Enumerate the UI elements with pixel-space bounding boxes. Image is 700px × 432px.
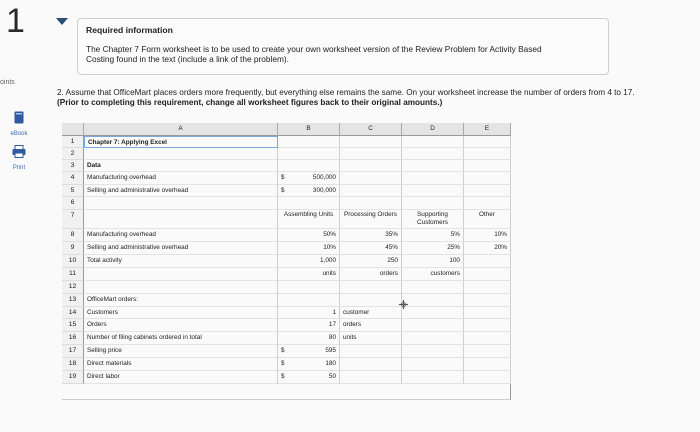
- row-header[interactable]: 15: [62, 319, 84, 332]
- cell-d13[interactable]: [402, 294, 464, 307]
- column-header-a[interactable]: A: [84, 123, 278, 136]
- row-header[interactable]: 13: [62, 294, 84, 307]
- row-header[interactable]: 9: [62, 242, 84, 255]
- currency-symbol: $: [281, 174, 285, 181]
- currency-symbol: $: [281, 187, 285, 194]
- cell-e3[interactable]: [464, 160, 511, 172]
- column-header-b[interactable]: B: [278, 123, 340, 136]
- cell-b8[interactable]: 50%: [278, 229, 340, 242]
- cell-c16[interactable]: units: [340, 332, 402, 345]
- print-link[interactable]: [8, 145, 30, 171]
- info-title: Required information: [86, 25, 173, 35]
- cell-d2[interactable]: [402, 148, 464, 160]
- cell-e13[interactable]: [464, 294, 511, 307]
- cell-d16[interactable]: [402, 332, 464, 345]
- cell-c5[interactable]: [340, 185, 402, 197]
- cell-c7[interactable]: Processing Orders: [340, 210, 402, 229]
- cell-d11[interactable]: customers: [402, 268, 464, 281]
- cell-b2[interactable]: [278, 148, 340, 160]
- cell-a13[interactable]: OfficeMart orders:: [84, 294, 278, 307]
- cell-a7[interactable]: [84, 210, 278, 229]
- cell-b1[interactable]: [278, 136, 340, 148]
- cell-b13[interactable]: [278, 294, 340, 307]
- cell-e4[interactable]: [464, 172, 511, 185]
- currency-symbol: $: [281, 373, 285, 380]
- cell-c4[interactable]: [340, 172, 402, 185]
- question-number: 1: [6, 2, 25, 40]
- row-header[interactable]: 14: [62, 307, 84, 319]
- cell-e6[interactable]: [464, 197, 511, 210]
- row-header[interactable]: 12: [62, 281, 84, 294]
- cell-a14[interactable]: Customers: [84, 307, 278, 319]
- cell-a6[interactable]: [84, 197, 278, 210]
- cell-b12[interactable]: [278, 281, 340, 294]
- currency-symbol: $: [281, 360, 285, 367]
- cell-d10[interactable]: 100: [402, 255, 464, 268]
- cell-a15[interactable]: Orders: [84, 319, 278, 332]
- book-icon: [14, 111, 24, 124]
- cell-d8[interactable]: 5%: [402, 229, 464, 242]
- cell-a10[interactable]: Total activity: [84, 255, 278, 268]
- row-header[interactable]: 18: [62, 358, 84, 371]
- ebook-label: eBook: [10, 131, 28, 137]
- cell-c10[interactable]: 250: [340, 255, 402, 268]
- row-header[interactable]: 11: [62, 268, 84, 281]
- cell-d18[interactable]: [402, 358, 464, 371]
- column-header-c[interactable]: C: [340, 123, 402, 136]
- row-header[interactable]: 1: [62, 136, 84, 148]
- cell-e16[interactable]: [464, 332, 511, 345]
- cell-e7[interactable]: Other: [464, 210, 511, 229]
- cell-c15[interactable]: orders: [340, 319, 402, 332]
- row-header[interactable]: 5: [62, 185, 84, 197]
- cell-d4[interactable]: [402, 172, 464, 185]
- printer-icon: [12, 145, 26, 158]
- cell-e17[interactable]: [464, 345, 511, 358]
- ebook-link[interactable]: [8, 111, 30, 137]
- cell-c9[interactable]: 45%: [340, 242, 402, 255]
- cell-a18[interactable]: Direct materials: [84, 358, 278, 371]
- cell-a4[interactable]: Manufacturing overhead: [84, 172, 278, 185]
- cell-a5[interactable]: Selling and administrative overhead: [84, 185, 278, 197]
- points-label: oints: [0, 79, 15, 86]
- cell-b19[interactable]: 50 $: [278, 371, 340, 384]
- cell-a8[interactable]: Manufacturing overhead: [84, 229, 278, 242]
- cell-d19[interactable]: [402, 371, 464, 384]
- cell-a19[interactable]: Direct labor: [84, 371, 278, 384]
- cell-d9[interactable]: 25%: [402, 242, 464, 255]
- cell-b4[interactable]: 500,000 $: [278, 172, 340, 185]
- cell-b17[interactable]: 595 $: [278, 345, 340, 358]
- sheet-corner[interactable]: [62, 123, 84, 136]
- cell-e15[interactable]: [464, 319, 511, 332]
- cell-e1[interactable]: [464, 136, 511, 148]
- cell-b16[interactable]: 80: [278, 332, 340, 345]
- row-header[interactable]: 4: [62, 172, 84, 185]
- cell-c17[interactable]: [340, 345, 402, 358]
- requirement-body: 2. Assume that OfficeMart places orders more frequently, but everything else remains the same. On your worksheet increase the number of orders from 4 to 17.: [57, 88, 635, 97]
- row-header[interactable]: 19: [62, 371, 84, 384]
- cell-c12[interactable]: [340, 281, 402, 294]
- row-header[interactable]: 3: [62, 160, 84, 172]
- cell-e11[interactable]: [464, 268, 511, 281]
- cell-d5[interactable]: [402, 185, 464, 197]
- cell-b15[interactable]: 17: [278, 319, 340, 332]
- cell-d17[interactable]: [402, 345, 464, 358]
- cell-b10[interactable]: 1,000: [278, 255, 340, 268]
- requirement-text: [57, 88, 657, 108]
- cell-b5[interactable]: 300,000 $: [278, 185, 340, 197]
- cell-e2[interactable]: [464, 148, 511, 160]
- cell-e8[interactable]: 10%: [464, 229, 511, 242]
- info-text: The Chapter 7 Form worksheet is to be used to create your own worksheet version of the Review Problem for Activity Based Costing found in the text (include a link of the problem).: [86, 44, 542, 64]
- cell-d6[interactable]: [402, 197, 464, 210]
- row-header[interactable]: 16: [62, 332, 84, 345]
- column-header-d[interactable]: D: [402, 123, 464, 136]
- cell-a9[interactable]: Selling and administrative overhead: [84, 242, 278, 255]
- column-header-e[interactable]: E: [464, 123, 511, 136]
- cell-c11[interactable]: orders: [340, 268, 402, 281]
- print-label: Print: [12, 165, 26, 171]
- cell-d3[interactable]: [402, 160, 464, 172]
- row-header[interactable]: 7: [62, 210, 84, 229]
- cell-a17[interactable]: Selling price: [84, 345, 278, 358]
- cell-a11[interactable]: [84, 268, 278, 281]
- cell-d15[interactable]: [402, 319, 464, 332]
- cell-c8[interactable]: 35%: [340, 229, 402, 242]
- requirement-bold-note: (Prior to completing this requirement, change all worksheet figures back to their original amounts.): [57, 98, 443, 107]
- cell-b7[interactable]: Assembling Units: [278, 210, 340, 229]
- cell-a12[interactable]: [84, 281, 278, 294]
- cell-b11[interactable]: units: [278, 268, 340, 281]
- cell-e18[interactable]: [464, 358, 511, 371]
- worksheet: [62, 123, 511, 400]
- cell-e12[interactable]: [464, 281, 511, 294]
- required-information-box: [77, 18, 609, 75]
- cell-e14[interactable]: [464, 307, 511, 319]
- crosshair-cursor-icon: [399, 300, 408, 309]
- cell-c2[interactable]: [340, 148, 402, 160]
- cell-a3[interactable]: Data: [84, 160, 278, 172]
- cell-b14[interactable]: 1: [278, 307, 340, 319]
- cell-a1[interactable]: Chapter 7: Applying Excel: [84, 136, 278, 148]
- cell-c13[interactable]: [340, 294, 402, 307]
- row-header[interactable]: 17: [62, 345, 84, 358]
- cell-c3[interactable]: [340, 160, 402, 172]
- cell-c18[interactable]: [340, 358, 402, 371]
- currency-symbol: $: [281, 347, 285, 354]
- row-header[interactable]: 6: [62, 197, 84, 210]
- cell-d1[interactable]: [402, 136, 464, 148]
- cell-e10[interactable]: [464, 255, 511, 268]
- cell-c14[interactable]: customer: [340, 307, 402, 319]
- row-header[interactable]: 10: [62, 255, 84, 268]
- cell-b6[interactable]: [278, 197, 340, 210]
- cell-a16[interactable]: Number of filing cabinets ordered in total: [84, 332, 278, 345]
- cell-c19[interactable]: [340, 371, 402, 384]
- cell-b9[interactable]: 10%: [278, 242, 340, 255]
- cell-d14[interactable]: [402, 307, 464, 319]
- cell-d7[interactable]: Supporting Customers: [402, 210, 464, 229]
- cell-b3[interactable]: [278, 160, 340, 172]
- cell-c6[interactable]: [340, 197, 402, 210]
- collapse-chevron-icon[interactable]: [55, 17, 69, 26]
- cell-d12[interactable]: [402, 281, 464, 294]
- cell-e5[interactable]: [464, 185, 511, 197]
- cell-c1[interactable]: [340, 136, 402, 148]
- cell-e9[interactable]: 20%: [464, 242, 511, 255]
- cell-e19[interactable]: [464, 371, 511, 384]
- cell-b18[interactable]: 180 $: [278, 358, 340, 371]
- row-header[interactable]: 2: [62, 148, 84, 160]
- row-header[interactable]: 8: [62, 229, 84, 242]
- cell-a2[interactable]: [84, 148, 278, 160]
